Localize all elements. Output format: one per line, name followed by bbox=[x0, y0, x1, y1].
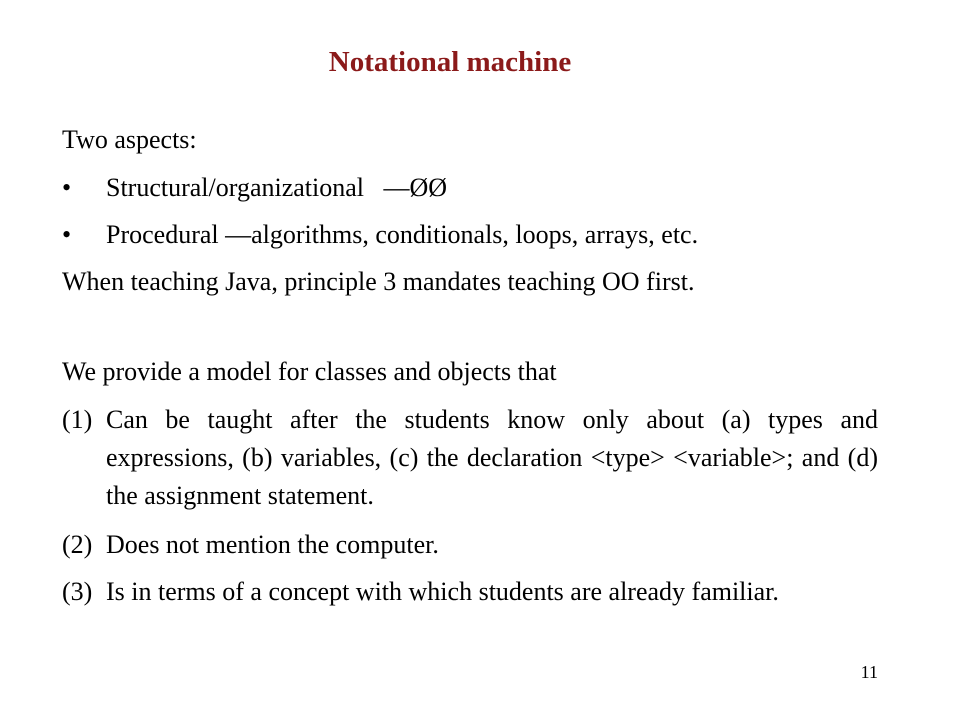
item-number: (2) bbox=[62, 530, 93, 559]
bullet-marker: • bbox=[62, 173, 72, 202]
item-text: Can be taught after the students know only about (a) types and expressions, (b) variables, (c) the declaration <type> <variable>; and (d) the assignment statement. bbox=[106, 405, 878, 510]
page-number: 11 bbox=[860, 662, 878, 682]
bullet-procedural: Procedural —algorithms, conditionals, loops, arrays, etc. bbox=[106, 220, 699, 249]
java-note: When teaching Java, principle 3 mandates teaching OO first. bbox=[62, 267, 695, 296]
slide-title: Notational machine bbox=[328, 46, 572, 78]
model-intro: We provide a model for classes and objects that bbox=[62, 357, 557, 386]
bullet-marker: • bbox=[62, 220, 72, 249]
item-text: Is in terms of a concept with which students are already familiar. bbox=[106, 577, 779, 606]
bullet-structural: Structural/organizational —ØØ bbox=[106, 173, 448, 202]
item-number: (3) bbox=[62, 577, 93, 606]
intro-text: Two aspects: bbox=[62, 125, 197, 154]
item-number: (1) bbox=[62, 405, 93, 434]
item-text: Does not mention the computer. bbox=[106, 530, 439, 559]
